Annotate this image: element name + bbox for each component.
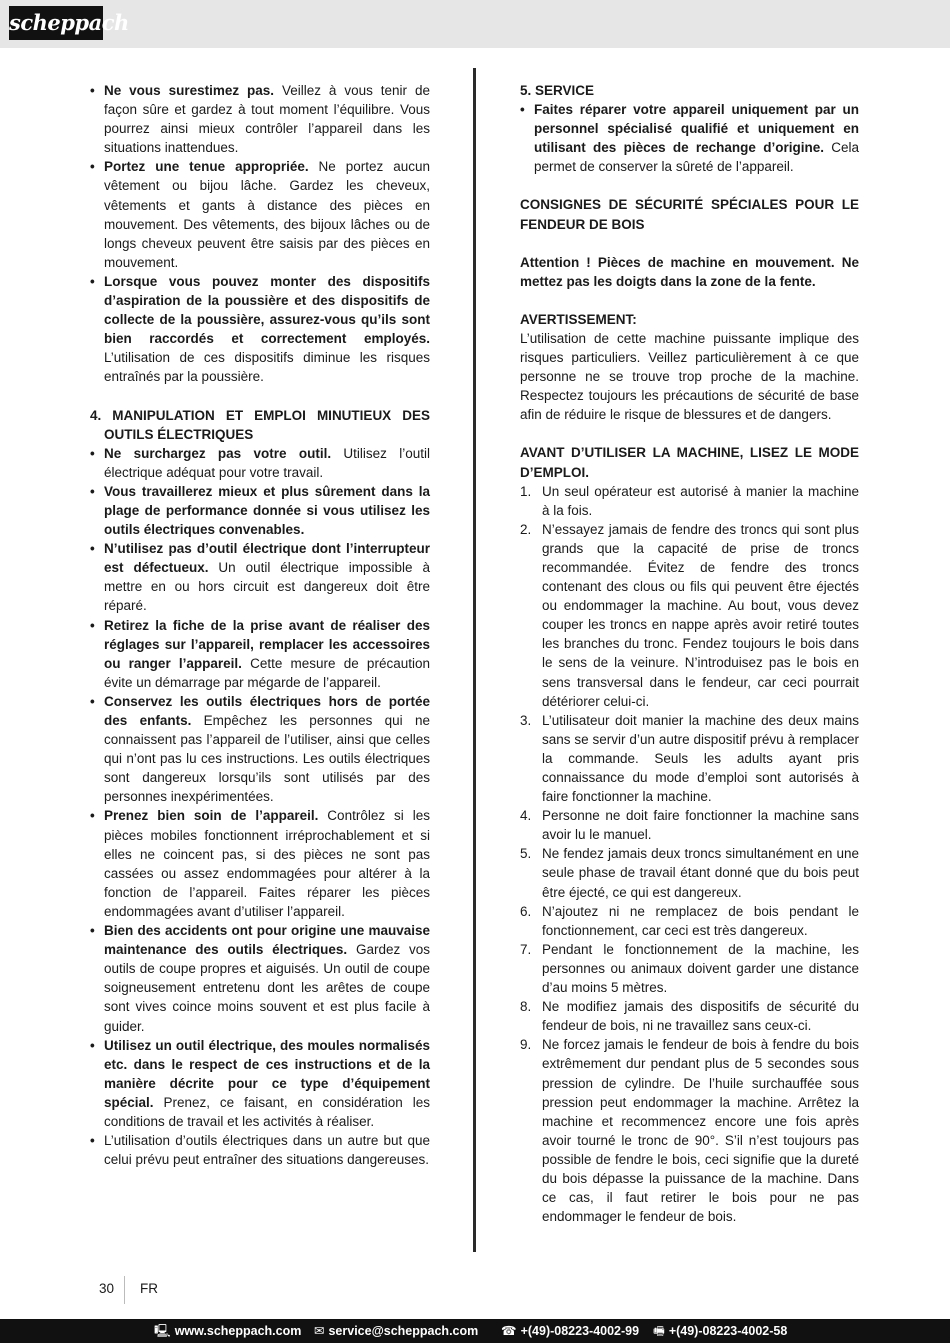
numbered-item: 4. Personne ne doit faire fonctionner la machine sans avoir lu le manuel. xyxy=(520,808,859,843)
footer-divider xyxy=(124,1276,125,1304)
list-item: • L’utilisation d’outils électriques dans un autre but que celui prévu peut entraîner des situations dangereuses. xyxy=(90,1133,430,1168)
before-use-heading: AVANT D’UTILISER LA MACHINE, LISEZ LE MODE D’EMPLOI. xyxy=(520,445,859,480)
list-item: • Lorsque vous pouvez monter des dispositifs d’aspiration de la poussière et des dispositifs de collecte de la poussière, assurez-vous qu’ils sont bien raccordés et correctement employés. L’utilisation de ces dispositifs diminue les risques entraînés par la poussière. xyxy=(90,273,430,385)
email-link[interactable]: ✉ service@scheppach.com xyxy=(314,1319,478,1343)
list-item: • Ne surchargez pas votre outil. Utilisez l’outil électrique adéquat pour votre travail. xyxy=(90,445,430,480)
item-bold: Ne surchargez pas votre outil. xyxy=(104,445,332,461)
fax-icon: 🖷 xyxy=(653,1324,665,1338)
list-item: • Ne vous surestimez pas. Veillez à vous tenir de façon sûre et gardez à tout moment l’équilibre. Vous pourrez ainsi mieux contrôler l’appareil dans les situations inattendues. xyxy=(90,83,430,156)
special-heading: CONSIGNES DE SÉCURITÉ SPÉCIALES POUR LE FENDEUR DE BOIS xyxy=(520,197,859,232)
item-bold: Ne vous surestimez pas. xyxy=(104,83,275,98)
warning-heading: AVERTISSEMENT: xyxy=(520,311,637,327)
item-bold: Bien des accidents ont pour origine une mauvaise maintenance des outils électriques. xyxy=(104,923,430,958)
section-heading: 4. MANIPULATION ET EMPLOI MINUTIEUX DES OUTILS ÉLECTRIQUES xyxy=(90,407,430,442)
mail-icon: ✉ xyxy=(314,1324,325,1338)
computer-icon: 🖳 xyxy=(154,1324,171,1338)
left-column xyxy=(90,81,430,1169)
contact-bar xyxy=(0,1319,950,1343)
list-item: • Bien des accidents ont pour origine une mauvaise maintenance des outils électriques. Gardez vos outils de coupe propres et aiguisés. Un outil de coupe soigneusement entretenu dont les arêtes de coupe sont vives coince moins souvent et est plus facile à guider. xyxy=(90,923,431,1034)
phone-number: ☎ +(49)-08223-4002-99 xyxy=(501,1319,639,1343)
numbered-item: 1. Un seul opérateur est autorisé à manier la machine à la fois. xyxy=(520,483,859,518)
numbered-item: 3. L’utilisateur doit manier la machine des deux mains sans se servir d’un autre dispositif prévu à remplacer la commande. Seuls les adults ayant pris connaissance du mode d’emploi sont autorisés à faire fonctionner la machine. xyxy=(520,712,859,805)
item-text: Un outil électrique impossible à mettre en ou hors circuit est dangereux doit être réparé. xyxy=(104,560,430,614)
item-text: L’utilisation d’outils électriques dans un autre but que celui prévu peut entraîner des situations dangereuses. xyxy=(104,1133,430,1168)
list-item: • Vous travaillerez mieux et plus sûrement dans la plage de performance donnée si vous utilisez les outils électriques convenables. xyxy=(90,483,430,538)
attention-text: Attention ! Pièces de machine en mouvement. Ne mettez pas les doigts dans la zone de la fente. xyxy=(520,254,859,289)
item-bold: Prenez bien soin de l’appareil. xyxy=(104,808,319,824)
numbered-item: 2. N’essayez jamais de fendre des troncs qui sont plus grands que la capacité de prise de troncs recommandée. Évitez de fendre des troncs contenant des clous ou fils qui peuvent être éjectés ou endommager la machine. Au bout, vous devez couper les troncs en nappe après avoir retiré toutes les branches du tronc. Fendez toujours le bois dans le sens de la veinure. N’introduisez pas le bois en sens transversal dans le fendeur, car ceci pourrait détériorer celui-ci. xyxy=(520,521,859,709)
item-text: Gardez vos outils de coupe propres et aiguisés. Un outil de coupe soigneusement entretenu dont les arêtes de coupe sont vives coince moins souvent et est plus facile à guider. xyxy=(104,942,431,1034)
phone-icon: ☎ xyxy=(501,1324,517,1338)
item-text: Empêchez les personnes qui ne connaissent pas l’appareil de l’utiliser, ainsi que celles qui n’ont pas lu ces instructions. Les outils électriques sont dangereux lorsqu’ils sont utilisés par des personnes inexpérimentées. xyxy=(104,713,430,805)
website-link[interactable]: 🖳 www.scheppach.com xyxy=(154,1319,301,1343)
item-bold: Conservez les outils électriques hors de portée des enfants. xyxy=(104,693,430,728)
item-text: Veillez à vous tenir de façon sûre et gardez à tout moment l’équilibre. Vous pourrez ainsi mieux contrôler l’appareil dans les situations inattendues. xyxy=(104,83,430,156)
list-item: • Prenez bien soin de l’appareil. Contrôlez si les pièces mobiles fonctionnent irréprochablement et si elles ne coincent pas, si des pièces ne sont pas cassées ou assez endommagées pour altérer à la fonction de l’appareil. Faites réparer les pièces endommagées avant d’utiliser l’appareil. xyxy=(90,808,430,919)
item-bold: Vous travaillerez mieux et plus sûrement dans la plage de performance donnée si vous utilisez les outils électriques convenables. xyxy=(104,483,430,538)
numbered-item: 6. N’ajoutez ni ne remplacez de bois pendant le fonctionnement, car ceci est très dangereux. xyxy=(520,903,859,938)
numbered-item: 7. Pendant le fonctionnement de la machine, les personnes ou animaux doivent garder une distance d’au moins 5 mètres. xyxy=(520,941,859,996)
right-column xyxy=(520,81,859,1226)
list-item: • Portez une tenue appropriée. Ne portez aucun vêtement ou bijou lâche. Gardez les cheveux, vêtements et gants à distance des pièces en mouvement. Des vêtements, des bijoux lâches ou de longs cheveux peuvent être saisis par des pièces en mouvement. xyxy=(90,159,430,270)
item-bold: Lorsque vous pouvez monter des dispositifs d’aspiration de la poussière et des dispositifs de collecte de la poussière, assurez-vous qu’ils sont bien raccordés et correctement employés. xyxy=(104,273,430,347)
numbered-item: 9. Ne forcez jamais le fendeur de bois à fendre du bois extrêmement dur pendant plus de 5 secondes sous pression de cylindre. De l’huile surchauffée sous pression peut endommager la machine. Arrêtez la machine et recommencez encore une fois après avoir tourné le tronc de 90°. S’il n’est toujours pas possible de fendre le bois, ceci signifie que la dureté du bois dépasse la puissance de la machine. Dans ce cas, il faut retirer le bois pour ne pas endommager le fendeur de bois. xyxy=(520,1037,859,1225)
list-item: • Utilisez un outil électrique, des moules normalisés etc. dans le respect de ces instructions et de la manière décrite pour ce type d’équipement spécial. Prenez, ce faisant, en considération les conditions de travail et les activités à réaliser. xyxy=(90,1037,430,1129)
item-bold: Retirez la fiche de la prise avant de réaliser des réglages sur l’appareil, remplacer les accessoires ou ranger l’appareil. xyxy=(104,617,430,671)
language-code: FR xyxy=(140,1281,158,1296)
fax-number: 🖷 +(49)-08223-4002-58 xyxy=(653,1319,787,1343)
column-divider xyxy=(473,68,476,1252)
item-text: Utilisez l’outil électrique adéquat pour votre travail. xyxy=(104,445,430,480)
item-text: Prenez, ce faisant, en considération les conditions de travail et les activités à réaliser. xyxy=(104,1094,430,1129)
numbered-item: 8. Ne modifiez jamais des dispositifs de sécurité du fendeur de bois, ni ne travaillez sans ceux-ci. xyxy=(520,999,859,1034)
item-text: L’utilisation de ces dispositifs diminue les risques entraînés par la poussière. xyxy=(104,350,430,385)
brand-logo: scheppach xyxy=(9,6,103,40)
header-bar xyxy=(0,0,950,48)
item-text: Contrôlez si les pièces mobiles fonctionnent irréprochablement et si elles ne coincent pas, si des pièces ne sont pas cassées ou assez endommagées pour altérer à la fonction de l’appareil. Faites réparer les pièces endommagées avant d’utiliser l’appareil. xyxy=(104,808,430,919)
section-heading: 5. SERVICE xyxy=(520,83,595,98)
list-item: • Faites réparer votre appareil uniquement par un personnel spécialisé qualifié et uniquement en utilisant des pièces de rechange d’origine. Cela permet de conserver la sûreté de l’appareil. xyxy=(520,102,860,175)
item-bold: Faites réparer votre appareil uniquement par un personnel spécialisé qualifié et uniquement en utilisant des pièces de rechange d’origine. xyxy=(534,102,859,156)
list-item: • N’utilisez pas d’outil électrique dont l’interrupteur est défectueux. Un outil électrique impossible à mettre en ou hors circuit est dangereux doit être réparé. xyxy=(90,541,430,614)
list-item: • Conservez les outils électriques hors de portée des enfants. Empêchez les personnes qui ne connaissent pas l’appareil de l’utiliser, ainsi que celles qui n’ont pas lu ces instructions. Les outils électriques sont dangereux lorsqu’ils sont utilisés par des personnes inexpérimentées. xyxy=(90,693,430,805)
page-number: 30 xyxy=(99,1281,115,1296)
numbered-item: 5. Ne fendez jamais deux troncs simultanément en une seule phase de travail étant donné que du bois peut être éjecté, ce qui est dangereux. xyxy=(520,846,859,900)
item-text: Ne portez aucun vêtement ou bijou lâche. Gardez les cheveux, vêtements et gants à distance des pièces en mouvement. Des vêtements, des bijoux lâches ou de longs cheveux peuvent être saisis par des pièces en mouvement. xyxy=(104,159,430,270)
list-item: • Retirez la fiche de la prise avant de réaliser des réglages sur l’appareil, remplacer les accessoires ou ranger l’appareil. Cette mesure de précaution évite un démarrage par mégarde de l’appareil. xyxy=(90,617,430,690)
item-text: Cela permet de conserver la sûreté de l’appareil. xyxy=(534,140,860,175)
item-bold: Utilisez un outil électrique, des moules normalisés etc. dans le respect de ces instructions et de la manière décrite pour ce type d’équipement spécial. xyxy=(104,1037,430,1110)
item-bold: Portez une tenue appropriée. xyxy=(104,159,309,175)
item-bold: N’utilisez pas d’outil électrique dont l’interrupteur est défectueux. xyxy=(104,541,430,576)
item-text: Cette mesure de précaution évite un démarrage par mégarde de l’appareil. xyxy=(104,655,430,690)
warning-text: L’utilisation de cette machine puissante implique des risques particuliers. Veillez particulièrement à ce que personne ne se trouve trop proche de la machine. Respectez toujours les précautions de sécurité de base afin de réduire le risque de blessures et de dangers. xyxy=(520,330,859,423)
